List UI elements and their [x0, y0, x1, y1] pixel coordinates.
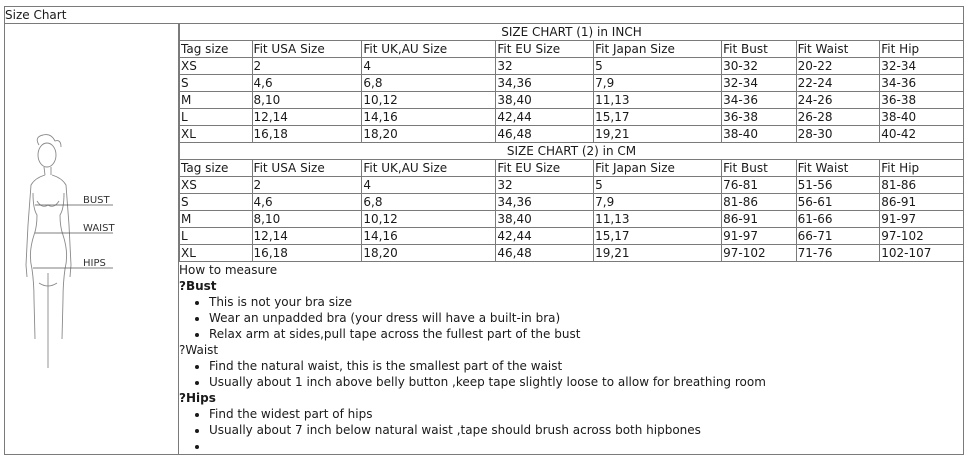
figure-cell	[5, 23, 179, 455]
table-cell: 51-56	[796, 177, 880, 194]
table-cell: 16,18	[252, 245, 362, 262]
table-cell: 26-28	[796, 109, 880, 126]
size-chart-table	[179, 23, 964, 262]
table-cell: 86-91	[722, 211, 797, 228]
table-cell: 40-42	[880, 126, 964, 143]
table-cell: 34-36	[880, 75, 964, 92]
waist-label: WAIST	[83, 223, 115, 234]
column-header: Fit Waist	[796, 160, 880, 177]
table-cell: 6,8	[362, 194, 496, 211]
table-cell: XS	[180, 177, 253, 194]
table-cell: 4	[362, 177, 496, 194]
table-cell: 7,9	[594, 194, 722, 211]
table-cell: 34-36	[722, 92, 797, 109]
table-caption-row	[180, 24, 964, 41]
table-cell: 6,8	[362, 75, 496, 92]
table-cell: 102-107	[880, 245, 964, 262]
table-caption: SIZE CHART (2) in CM	[180, 143, 964, 160]
table-cell: 34,36	[496, 75, 594, 92]
table-cell: 14,16	[362, 109, 496, 126]
table-cell: 91-97	[722, 228, 797, 245]
table-cell: XL	[180, 126, 253, 143]
table-cell: 46,48	[496, 245, 594, 262]
table-caption-row	[180, 143, 964, 160]
table-cell: 97-102	[722, 245, 797, 262]
table-cell: 2	[252, 58, 362, 75]
table-row	[180, 126, 964, 143]
table-cell: 12,14	[252, 228, 362, 245]
how-to-heading: How to measure	[179, 263, 278, 277]
table-cell: 32-34	[880, 58, 964, 75]
how-to-measure-section	[179, 262, 964, 455]
table-cell: 46,48	[496, 126, 594, 143]
table-cell: 24-26	[796, 92, 880, 109]
column-header: Fit Hip	[880, 160, 964, 177]
table-cell: 11,13	[594, 211, 722, 228]
table-cell: 34,36	[496, 194, 594, 211]
table-cell: M	[180, 92, 253, 109]
table-cell: 42,44	[496, 109, 594, 126]
column-header: Fit USA Size	[252, 160, 362, 177]
table-cell: 5	[594, 177, 722, 194]
table-cell: 30-32	[722, 58, 797, 75]
table-cell: 15,17	[594, 109, 722, 126]
table-row	[180, 194, 964, 211]
table-cell: 32	[496, 177, 594, 194]
table-cell: 2	[252, 177, 362, 194]
table-row	[180, 109, 964, 126]
table-row	[180, 75, 964, 92]
table-cell: 19,21	[594, 245, 722, 262]
hips-section-title: ?Hips	[179, 391, 216, 405]
table-cell: 38-40	[880, 109, 964, 126]
table-cell: 71-76	[796, 245, 880, 262]
column-header: Fit Bust	[722, 41, 797, 58]
body-measurement-figure	[25, 133, 145, 383]
hips-label: HIPS	[83, 258, 106, 269]
list-item: • Wear an unpadded bra (your dress will have a built-in bra)	[209, 310, 964, 326]
table-cell: 61-66	[796, 211, 880, 228]
column-header: Fit USA Size	[252, 41, 362, 58]
table-cell: 5	[594, 58, 722, 75]
table-cell: 91-97	[880, 211, 964, 228]
column-header: Fit Hip	[880, 41, 964, 58]
column-header: Fit EU Size	[496, 41, 594, 58]
table-cell: 12,14	[252, 109, 362, 126]
list-item: • Find the natural waist, this is the smallest part of the waist	[209, 358, 964, 374]
page-title: Size Chart	[5, 8, 67, 22]
column-header: Fit Japan Size	[594, 160, 722, 177]
table-cell: 32	[496, 58, 594, 75]
table-row	[180, 245, 964, 262]
table-cell: 38,40	[496, 92, 594, 109]
column-header: Fit Bust	[722, 160, 797, 177]
table-cell: 14,16	[362, 228, 496, 245]
table-cell: 66-71	[796, 228, 880, 245]
list-item: • Usually about 7 inch below natural waist ,tape should brush across both hipbones	[209, 422, 964, 438]
list-item: • Usually about 1 inch above belly button ,keep tape slightly loose to allow for breathing room	[209, 374, 964, 390]
table-cell: 18,20	[362, 126, 496, 143]
table-cell: 38,40	[496, 211, 594, 228]
table-cell: 4,6	[252, 194, 362, 211]
column-header: Fit UK,AU Size	[362, 160, 496, 177]
table-cell: 7,9	[594, 75, 722, 92]
list-item	[209, 438, 964, 454]
column-header: Fit UK,AU Size	[362, 41, 496, 58]
column-header: Fit EU Size	[496, 160, 594, 177]
table-cell: S	[180, 194, 253, 211]
table-cell: 8,10	[252, 92, 362, 109]
list-item: • Find the widest part of hips	[209, 406, 964, 422]
table-header-row	[180, 160, 964, 177]
table-cell: 28-30	[796, 126, 880, 143]
waist-section-title: ?Waist	[179, 343, 219, 357]
table-cell: 56-61	[796, 194, 880, 211]
table-cell: 4	[362, 58, 496, 75]
table-cell: L	[180, 228, 253, 245]
bust-label: BUST	[83, 195, 110, 206]
table-row	[180, 228, 964, 245]
table-cell: 8,10	[252, 211, 362, 228]
table-cell: XL	[180, 245, 253, 262]
table-cell: 11,13	[594, 92, 722, 109]
bust-tips-list	[179, 294, 964, 342]
table-cell: 42,44	[496, 228, 594, 245]
table-row	[180, 177, 964, 194]
hips-tips-list	[179, 406, 964, 454]
table-cell: 19,21	[594, 126, 722, 143]
table-cell: 81-86	[880, 177, 964, 194]
table-cell: XS	[180, 58, 253, 75]
table-row	[180, 58, 964, 75]
list-item: • This is not your bra size	[209, 294, 964, 310]
table-cell: 20-22	[796, 58, 880, 75]
table-cell: L	[180, 109, 253, 126]
table-cell: 36-38	[722, 109, 797, 126]
table-caption: SIZE CHART (1) in INCH	[180, 24, 964, 41]
table-cell: 22-24	[796, 75, 880, 92]
column-header: Fit Waist	[796, 41, 880, 58]
table-cell: 10,12	[362, 92, 496, 109]
table-cell: 4,6	[252, 75, 362, 92]
table-cell: 15,17	[594, 228, 722, 245]
table-cell: 18,20	[362, 245, 496, 262]
table-row	[180, 211, 964, 228]
table-cell: 97-102	[880, 228, 964, 245]
table-cell: 86-91	[880, 194, 964, 211]
waist-tips-list	[179, 358, 964, 390]
table-cell: 16,18	[252, 126, 362, 143]
table-header-row	[180, 41, 964, 58]
table-cell: 32-34	[722, 75, 797, 92]
table-cell: S	[180, 75, 253, 92]
body-outline-illustration	[25, 133, 145, 383]
table-cell: 38-40	[722, 126, 797, 143]
table-cell: 81-86	[722, 194, 797, 211]
table-cell: 76-81	[722, 177, 797, 194]
table-row	[180, 92, 964, 109]
column-header: Fit Japan Size	[594, 41, 722, 58]
list-item: • Relax arm at sides,pull tape across the fullest part of the bust	[209, 326, 964, 342]
column-header: Tag size	[180, 160, 253, 177]
column-header: Tag size	[180, 41, 253, 58]
table-cell: 36-38	[880, 92, 964, 109]
table-cell: 10,12	[362, 211, 496, 228]
bust-section-title: ?Bust	[179, 279, 217, 293]
table-cell: M	[180, 211, 253, 228]
